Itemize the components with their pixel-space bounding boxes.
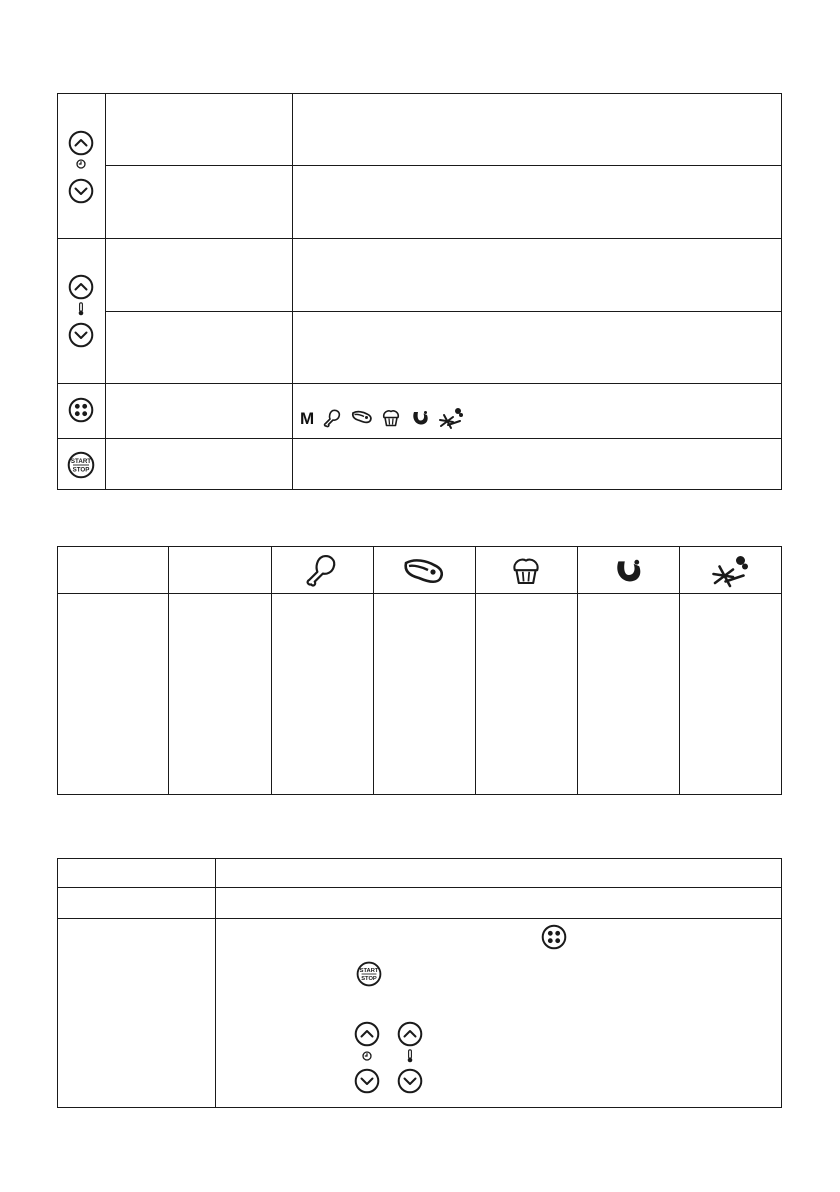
- chevron-up-icon: [354, 1021, 380, 1047]
- drumstick-icon: [303, 552, 339, 588]
- start-label: START: [70, 458, 92, 465]
- chevron-up-icon: [68, 130, 94, 156]
- clock-icon: [362, 1051, 372, 1061]
- stop-label: STOP: [361, 976, 377, 983]
- muffin-icon: [381, 408, 401, 428]
- clock-icon: [76, 159, 86, 169]
- chevron-down-icon: [397, 1068, 423, 1094]
- steak-icon: [402, 557, 446, 585]
- muffin-icon: [510, 555, 542, 587]
- chevron-down-icon: [68, 322, 94, 348]
- shrimp-icon: [612, 555, 644, 587]
- program-select-icon: [68, 397, 94, 423]
- thermometer-icon: [78, 302, 84, 316]
- start-stop-icon: [67, 451, 95, 479]
- start-stop-icon: [356, 961, 382, 987]
- steak-icon: [351, 410, 373, 424]
- chevron-down-icon: [354, 1068, 380, 1094]
- chevron-up-icon: [68, 274, 94, 300]
- shrimp-icon: [410, 408, 430, 428]
- drumstick-icon: [322, 408, 342, 428]
- thermometer-icon: [407, 1049, 413, 1063]
- fries-icon: [710, 553, 750, 589]
- program-select-icon: [541, 924, 567, 950]
- stop-label: STOP: [72, 466, 90, 474]
- chevron-down-icon: [68, 178, 94, 204]
- fries-icon: [438, 406, 464, 430]
- chevron-up-icon: [397, 1021, 423, 1047]
- start-label: START: [359, 968, 379, 975]
- manual-program-letter: M: [300, 409, 315, 428]
- controls-table: [57, 93, 782, 490]
